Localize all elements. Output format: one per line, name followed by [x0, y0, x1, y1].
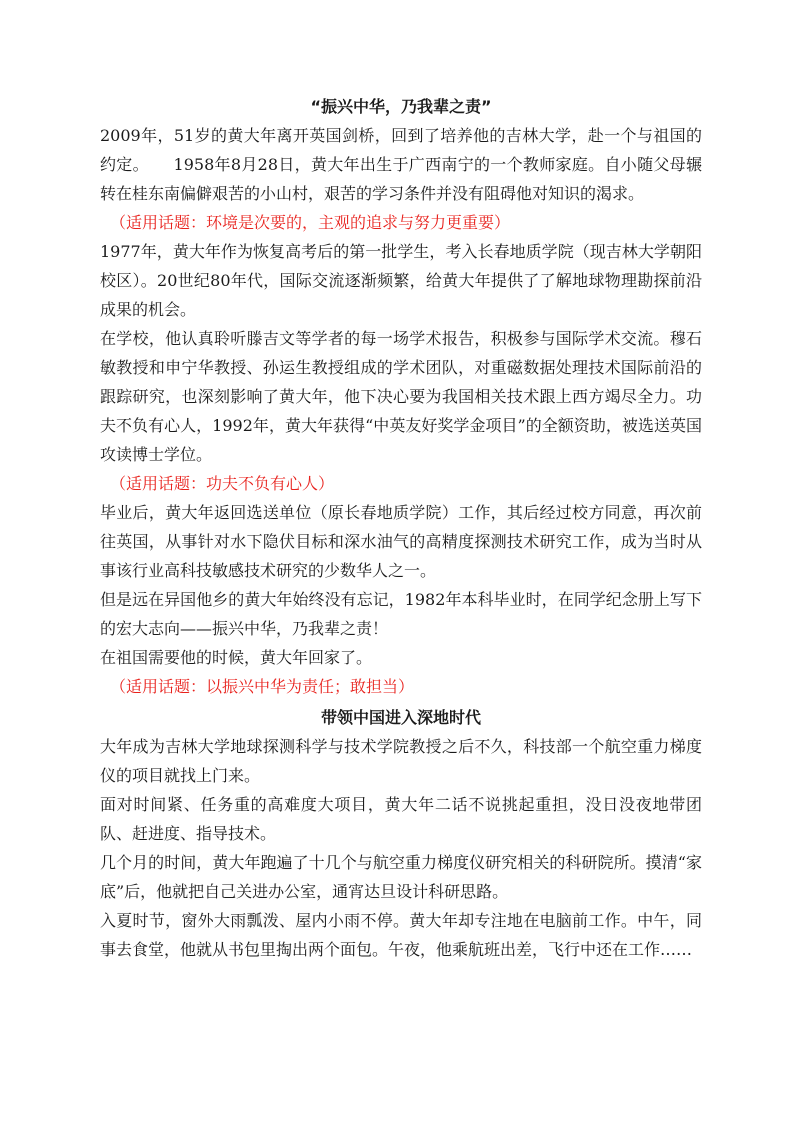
section2-p3: 几个月的时间，黄大年跑遍了十几个与航空重力梯度仪研究相关的科研院所。摸清“家底”后，他就把自己关进办公室，通宵达旦设计科研思路。 [100, 853, 702, 901]
section2-p2: 面对时间紧、任务重的高难度大项目，黄大年二话不说挑起重担，没日没夜地带团队、赶进度、指导技术。 [100, 795, 702, 843]
topic-note: （适用话题：以振兴中华为责任；敢担当） [110, 677, 415, 696]
section1-p4: 毕业后，黄大年返回选送单位（原长春地质学院）工作，其后经过校方同意，再次前往英国，从事针对水下隐伏目标和深水油气的高精度探测技术研究工作，成为当时从事该行业高科技敏感技术研究的少数华人之一。 [100, 503, 702, 580]
section1-p2: 1977年，黄大年作为恢复高考后的第一批学生，考入长春地质学院（现吉林大学朝阳校区）。20世纪80年代，国际交流逐渐频繁，给黄大年提供了了解地球物理勘探前沿成果的机会。 [100, 242, 702, 319]
document-page [100, 90, 702, 964]
topic-note: （适用话题：功夫不负有心人） [110, 474, 335, 493]
section2-p1: 大年成为吉林大学地球探测科学与技术学院教授之后不久，科技部一个航空重力梯度仪的项目就找上门来。 [100, 737, 702, 785]
section1-p1: 2009年，51岁的黄大年离开英国剑桥，回到了培养他的吉林大学，赴一个与祖国的约定。 1958年8月28日，黄大年出生于广西南宁的一个教师家庭。自小随父母辗转在桂东南偏僻艰苦的小山村，艰苦的学习条件并没有阻碍他对知识的渴求。 [100, 126, 702, 203]
section2-p4: 入夏时节，窗外大雨瓢泼、屋内小雨不停。黄大年却专注地在电脑前工作。中午，同事去食堂，他就从书包里掏出两个面包。午夜，他乘航班出差，飞行中还在工作…… [100, 911, 702, 959]
topic-note: （适用话题：环境是次要的，主观的追求与努力更重要） [110, 213, 511, 232]
section1-p6: 在祖国需要他的时候，黄大年回家了。 [100, 648, 373, 667]
section1-p5: 但是远在异国他乡的黄大年始终没有忘记，1982年本科毕业时，在同学纪念册上写下的宏大志向——振兴中华，乃我辈之责！ [100, 590, 702, 638]
section1-title: “振兴中华，乃我辈之责” [310, 97, 492, 116]
paragraph [100, 121, 702, 208]
section1-p3: 在学校，他认真聆听滕吉文等学者的每一场学术报告，积极参与国际学术交流。穆石敏教授和申宁华教授、孙运生教授组成的学术团队，对重磁数据处理技术国际前沿的跟踪研究，也深刻影响了黄大年，他下决心要为我国相关技术跟上西方竭尽全力。功夫不负有心人，1992年，黄大年获得“中英友好奖学金项目”的全额资助，被选送英国攻读博士学位。 [100, 329, 702, 464]
section2-title: 带领中国进入深地时代 [320, 708, 481, 727]
